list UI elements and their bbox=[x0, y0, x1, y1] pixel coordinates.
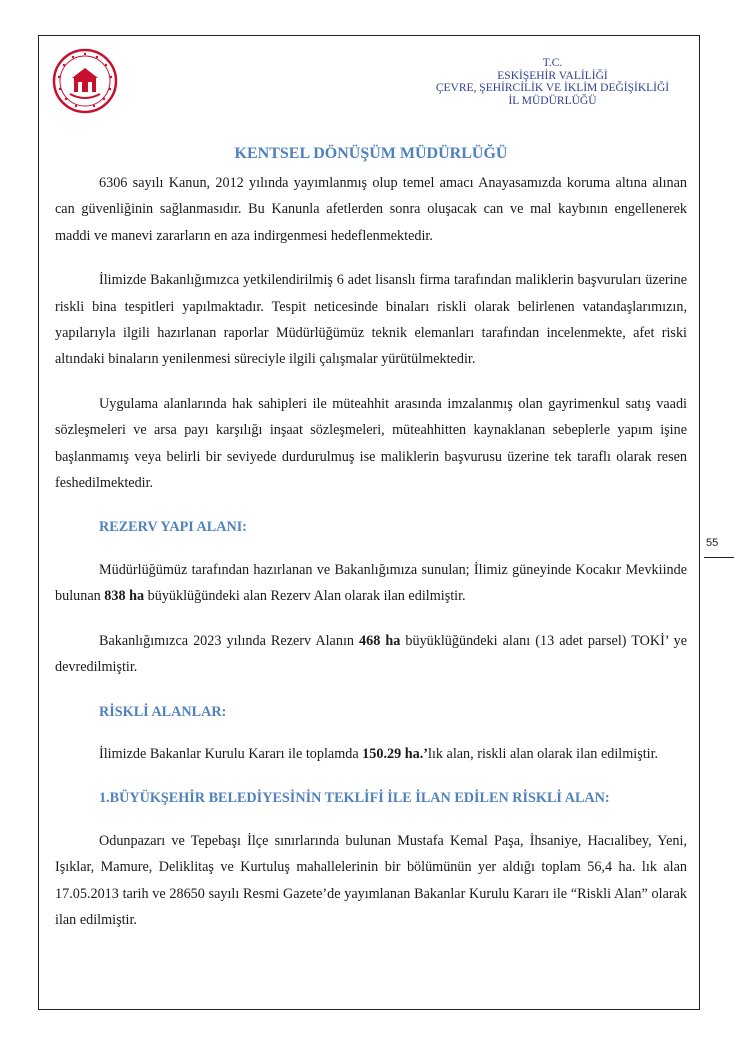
contract-termination-paragraph: Uygulama alanlarında hak sahipleri ile müteahhit arasında imzalanmış olan gayrimenkul satış vaadi sözleşmeleri ve arsa payı karşılığı inşaat sözleşmeleri, müteahhitten kaynaklanan sebeplerle yapım işine başlanmamış veya belirli bir seviyede durdurulmuş ise maliklerin başvurusu üzerine tek taraflı olarak resen feshedilmektedir. bbox=[55, 395, 687, 492]
buyuksehir-heading: 1.BÜYÜKŞEHİR BELEDİYESİNİN TEKLİFİ İLE İLAN EDİLEN RİSKLİ ALAN: bbox=[99, 790, 610, 807]
rezerv-paragraph-2: Bakanlığımızca 2023 yılında Rezerv Alanın 468 ha büyüklüğündeki alanı (13 adet parsel) TOKİ’ ye devredilmiştir. bbox=[55, 632, 687, 676]
institution-header bbox=[400, 57, 705, 107]
page-content bbox=[55, 144, 687, 951]
header-line-ministry: ÇEVRE, ŞEHİRCİLİK VE İKLİM DEĞİŞİKLİĞİ bbox=[435, 82, 670, 94]
rezerv-paragraph-1: Müdürlüğümüz tarafından hazırlanan ve Bakanlığımıza sunulan; İlimiz güneyinde Kocakır Mevkiinde bulunan 838 ha büyüklüğündeki alan Rezerv Alan olarak ilan edilmiştir. bbox=[55, 561, 687, 605]
page-number-rule bbox=[704, 557, 734, 558]
riskli-paragraph: İlimizde Bakanlar Kurulu Kararı ile toplamda 150.29 ha.’lık alan, riskli alan olarak ilan edilmiştir. bbox=[99, 745, 659, 762]
header-line-directorate: İL MÜDÜRLÜĞÜ bbox=[508, 94, 597, 107]
page-number: 55 bbox=[706, 537, 719, 549]
page-title: KENTSEL DÖNÜŞÜM MÜDÜRLÜĞÜ bbox=[234, 145, 508, 162]
riskli-heading: RİSKLİ ALANLAR: bbox=[99, 703, 227, 720]
rezerv-area-838: 838 ha bbox=[104, 588, 145, 605]
header-line-tc: T.C. bbox=[542, 57, 563, 69]
buyuksehir-paragraph: Odunpazarı ve Tepebaşı İlçe sınırlarında bulunan Mustafa Kemal Paşa, İhsaniye, Hacıalibey, Yeni, Işıklar, Mamure, Deliklitaş ve Kurtuluş mahallelerinin bir bölümünün yer aldığı toplam 56,4 ha. lık alan 17.05.2013 tarih ve 28650 sayılı Resmi Gazete’de yayımlanan Bakanlar Kurulu Kararı ile “Riskli Alan” olarak ilan edilmiştir. bbox=[55, 832, 687, 928]
risk-assessment-paragraph: İlimizde Bakanlığımızca yetkilendirilmiş 6 adet lisanslı firma tarafından maliklerin başvuruları üzerine riskli bina tespitleri yapılmaktadır. Tespit neticesinde binaları riskli olarak belirlenen vatandaşlarımızın, yapılarıyla ilgili hazırlanan raporlar Müdürlüğümüz teknik elemanları tarafından incelenmekte, afet riski altındaki binaların yenilenmesi süreciyle ilgili çalışmalar yürütülmektedir. bbox=[55, 272, 687, 368]
ministry-seal-logo bbox=[52, 48, 118, 114]
riskli-total-area: 150.29 ha.’ bbox=[362, 745, 428, 762]
header-line-valilik: ESKİŞEHİR VALİLİĞİ bbox=[497, 69, 608, 82]
intro-paragraph: 6306 sayılı Kanun, 2012 yılında yayımlanmış olup temel amacı Anayasamızda koruma altına alınan can güvenliğinin sağlanmasıdır. Bu Kanunla afetlerden sonra oluşacak can ve mal kaybının engellenerek maddi ve manevi zararların en aza indirgenmesi hedeflenmektedir. bbox=[55, 175, 687, 244]
rezerv-area-468: 468 ha bbox=[359, 632, 401, 649]
rezerv-heading: REZERV YAPI ALANI: bbox=[99, 519, 247, 536]
